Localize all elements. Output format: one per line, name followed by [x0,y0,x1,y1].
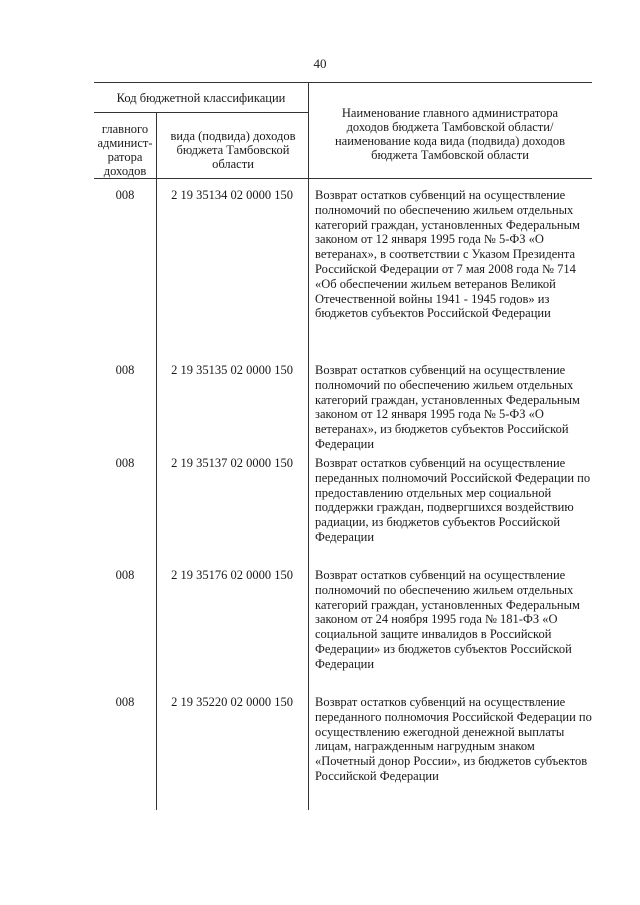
row-2-admin-code: 008 [115,363,135,377]
row-3-admin-code: 008 [115,456,135,470]
header-group-rule [94,112,308,113]
column-divider-name [308,82,309,810]
row-5-income-name: Возврат остатков субвенций на осуществление переданного полномочия Российской Федерации по осуществлению ежегодной денежной выплаты лицам, награжденным нагрудным знаком «Почетный донор России», из бюджетов субъектов Российской Федерации [315,695,592,783]
row-2-income-code: 2 19 35135 02 0000 150 [171,363,293,377]
row-5-admin-code: 008 [115,695,135,709]
row-3-income-name: Возврат остатков субвенций на осуществление переданных полномочий Российской Федерации по предоставлению отдельных мер социальной поддержки граждан, подвергшихся воздействию радиации, из бюджетов субъектов Российской Федерации [315,456,591,544]
header-bottom-rule [94,178,592,179]
row-4-admin-code: 008 [115,568,135,582]
row-1-income-code: 2 19 35134 02 0000 150 [171,188,293,202]
row-2-income-name: Возврат остатков субвенций на осуществление полномочий по обеспечению жильем отдельных категорий граждан, установленных Федеральным законом от 12 января 1995 года № 5-ФЗ «О ветеранах», из бюджетов субъектов Российской Федерации [315,363,580,451]
page-number: 40 [313,56,327,71]
table-top-rule [94,82,592,83]
row-4-income-code: 2 19 35176 02 0000 150 [171,568,293,582]
header-col-name: Наименование главного администратора доходов бюджета Тамбовской области/наименование кода вида (подвида) доходов бюджета Тамбовской области [334,106,565,162]
row-5-income-code: 2 19 35220 02 0000 150 [171,695,293,709]
header-col-code: вида (подвида) доходов бюджета Тамбовской области [170,129,296,171]
row-4-income-name: Возврат остатков субвенций на осуществление полномочий по обеспечению жильем отдельных категорий граждан, установленных Федеральным законом от 24 ноября 1995 года № 181-ФЗ «О социальной защите инвалидов в Российской Федерации» из бюджетов субъектов Российской Федерации [315,568,580,671]
row-3-income-code: 2 19 35137 02 0000 150 [171,456,293,470]
row-1-income-name: Возврат остатков субвенций на осуществление полномочий по обеспечению жильем отдельных категорий граждан, установленных Федеральным законом от 12 января 1995 года № 5-ФЗ «О ветеранах», в соответствии с Указом Президента Российской Федерации от 7 мая 2008 года № 714 «Об обеспечении жильем ветеранов Великой Отечественной войны 1941 - 1945 годов» из бюджетов субъектов Российской Федерации [315,188,580,321]
header-group-title: Код бюджетной классификации [116,91,286,105]
header-col-admin: главного админист-ратора доходов [97,122,153,178]
row-1-admin-code: 008 [115,188,135,202]
